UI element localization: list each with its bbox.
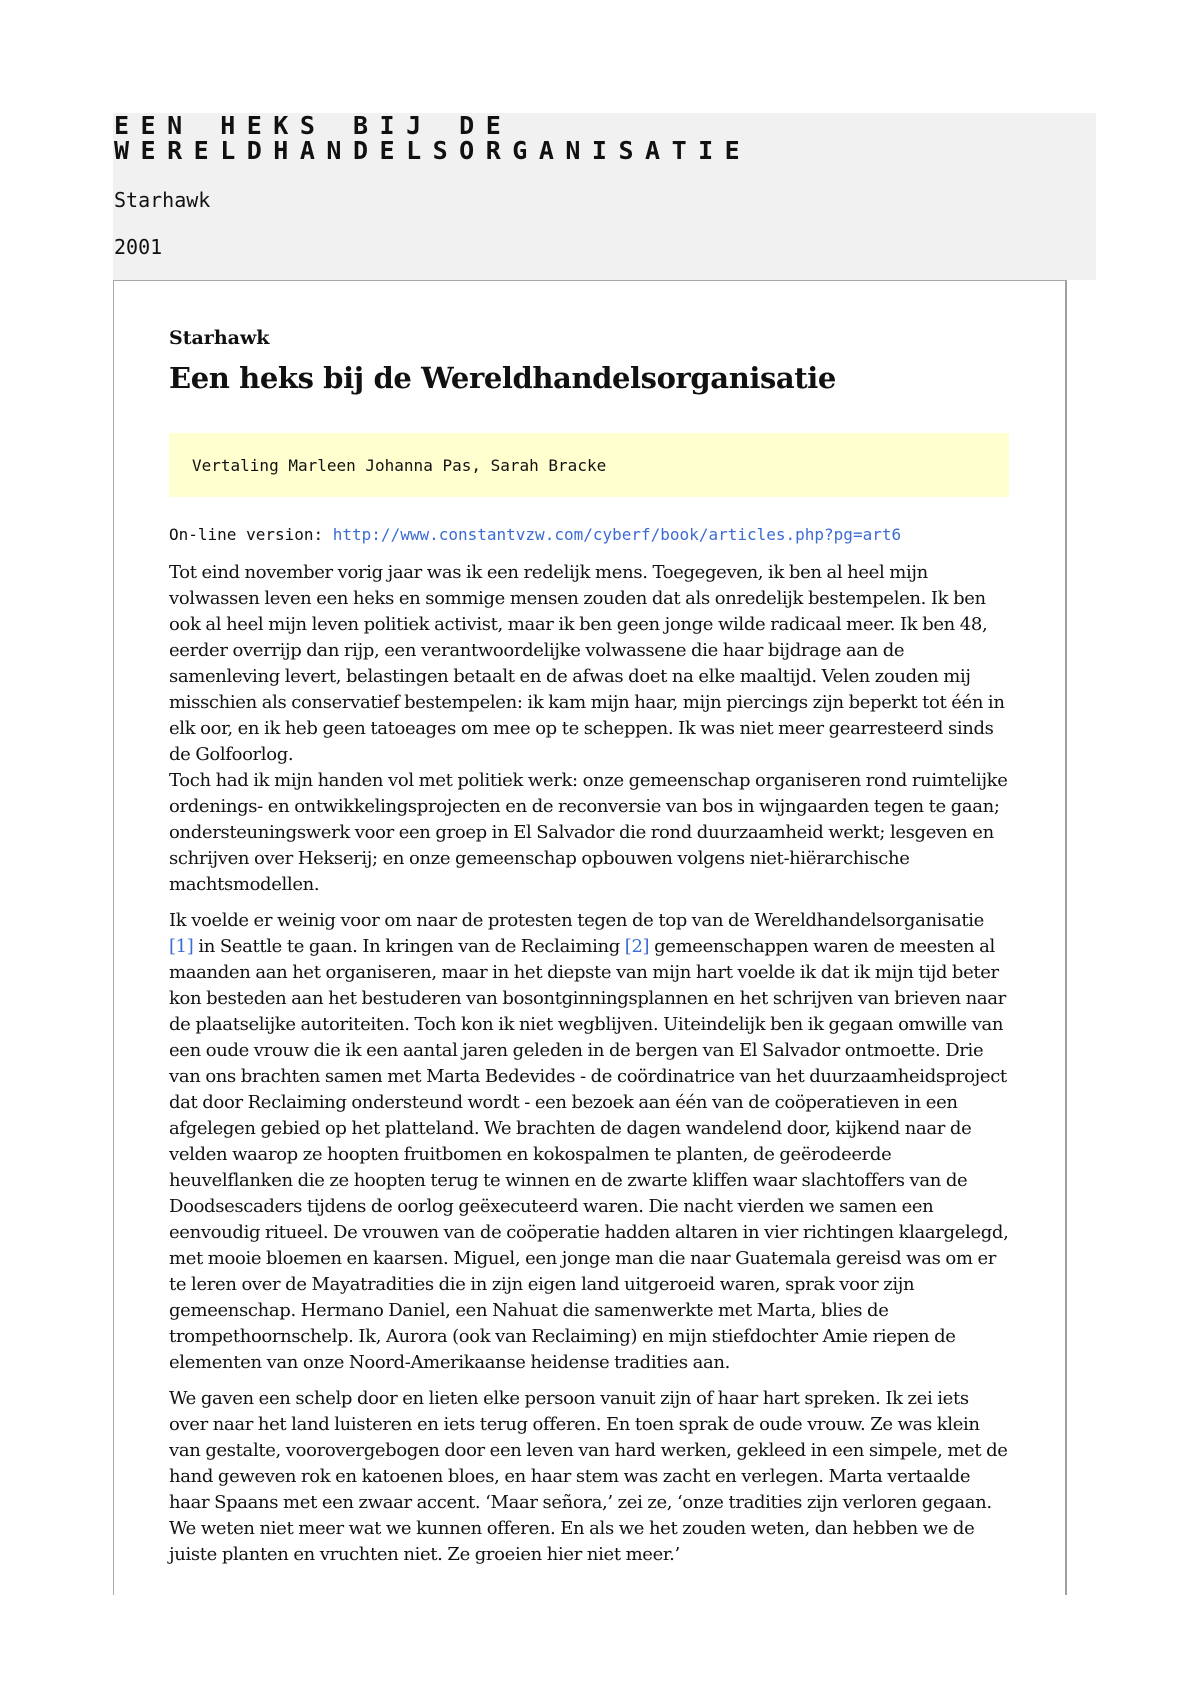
document-year: 2001: [114, 235, 163, 259]
article-title: Een heks bij de Wereldhandelsorganisatie: [169, 361, 836, 395]
document-title: EEN HEKS BIJ DE WERELDHANDELSORGANISATIE: [114, 111, 752, 165]
paragraph-3: We gaven een schelp door en lieten elke persoon vanuit zijn of haar hart spreken. Ik zei iets over naar het land luisteren en iets terug offeren. En toen sprak de oude vrouw. Ze was klein van gestalte, voorovergebogen door een leven van hard werken, gekleed in een simpele, met de hand geweven rok en katoenen bloes, en haar stem was zacht en verlegen. Marta vertaalde haar Spaans met een zwaar accent. ‘Maar señora,’ zei ze, ‘onze tradities zijn verloren gegaan. We weten niet meer wat we kunnen offeren. En als we het zouden weten, dan hebben we de juiste planten en vruchten niet. Ze groeien hier niet meer.’: [169, 1388, 1008, 1565]
paragraph-2: [169, 908, 1009, 1376]
online-version-label: On-line version:: [169, 525, 333, 544]
article-content: [169, 326, 1009, 1578]
paragraph-1b: Toch had ik mijn handen vol met politiek werk: onze gemeenschap organiseren rond ruimtelijke ordenings- en ontwikkelingsprojecten en de reconversie van bos in wijngaarden tegen te gaan; ondersteuningswerk voor een groep in El Salvador die rond duurzaamheid werkt; lesgeven en schrijven over Hekserij; en onze gemeenschap opbouwen volgens niet-hiërarchische machtsmodellen.: [169, 770, 1008, 895]
translation-credit: [169, 433, 1009, 497]
online-version-link[interactable]: http://www.constantvzw.com/cyberf/book/articles.php?pg=art6: [332, 525, 902, 544]
footnote-link-2[interactable]: [2]: [624, 936, 650, 957]
footnote-link-1[interactable]: [1]: [169, 936, 194, 957]
document-author: Starhawk: [114, 188, 211, 212]
page-bottom-margin: [0, 1595, 1200, 1697]
paragraph-1a: Tot eind november vorig jaar was ik een redelijk mens. Toegegeven, ik ben al heel mijn volwassen leven een heks en sommige mensen zouden dat als onredelijk bestempelen. Ik ben ook al heel mijn leven politiek activist, maar ik ben geen jonge wilde radicaal meer. Ik ben 48, eerder overrijp dan rijp, een verantwoordelijke volwassene die haar bijdrage aan de samenleving levert, belastingen betaalt en de afwas doet na elke maaltijd. Velen zouden mij misschien als conservatief bestempelen: ik kam mijn haar, mijn piercings zijn beperkt tot één in elk oor, en ik heb geen tatoeages om mee op te scheppen. Ik was niet meer gearresteerd sinds de Golfoorlog.: [169, 562, 1005, 765]
paragraph-2-part-2: in Seattle te gaan. In kringen van de Reclaiming: [193, 936, 625, 957]
paragraph-1: [169, 560, 1009, 898]
paragraph-2-part-3: gemeenschappen waren de meesten al maanden aan het organiseren, maar in het diepste van mijn hart voelde ik dat ik mijn tijd beter kon besteden aan het bestuderen van bosontginningsplannen en het schrijven van brieven naar de plaatselijke autoriteiten. Toch kon ik niet wegblijven. Uiteindelijk ben ik gegaan omwille van een oude vrouw die ik een aantal jaren geleden in de bergen van El Salvador ontmoette. Drie van ons brachten samen met Marta Bedevides - de coördinatrice van het duurzaamheidsproject dat door Reclaiming ondersteund wordt - een bezoek aan één van de coöperatieven in een afgelegen gebied op het platteland. We brachten de dagen wandelend door, kijkend naar de velden waarop ze hoopten fruitbomen en kokospalmen te planten, de geërodeerde heuvelflanken die ze hoopten terug te winnen en de zwarte kliffen waar slachtoffers van de Doodsescaders tijdens de oorlog geëxecuteerd waren. Die nacht vierden we samen een eenvoudig ritueel. De vrouwen van de coöperatie hadden altaren in vier richtingen klaargelegd, met mooie bloemen en kaarsen. Miguel, een jonge man die naar Guatemala gereisd was om er te leren over de Mayatradities die in zijn eigen land uitgeroeid waren, sprak voor zijn gemeenschap. Hermano Daniel, een Nahuat die samenwerkte met Marta, blies de trompethoornschelp. Ik, Aurora (ook van Reclaiming) en mijn stiefdochter Amie riepen de elementen van onze Noord-Amerikaanse heidense tradities aan.: [169, 936, 1009, 1373]
article-body: [169, 560, 1009, 1568]
paragraph-2-part-1: Ik voelde er weinig voor om naar de protesten tegen de top van de Wereldhandelsorganisatie: [169, 910, 984, 931]
article-author: Starhawk: [169, 327, 270, 349]
translation-text: Vertaling Marleen Johanna Pas, Sarah Bracke: [192, 455, 607, 475]
online-version-line: [169, 524, 1009, 546]
